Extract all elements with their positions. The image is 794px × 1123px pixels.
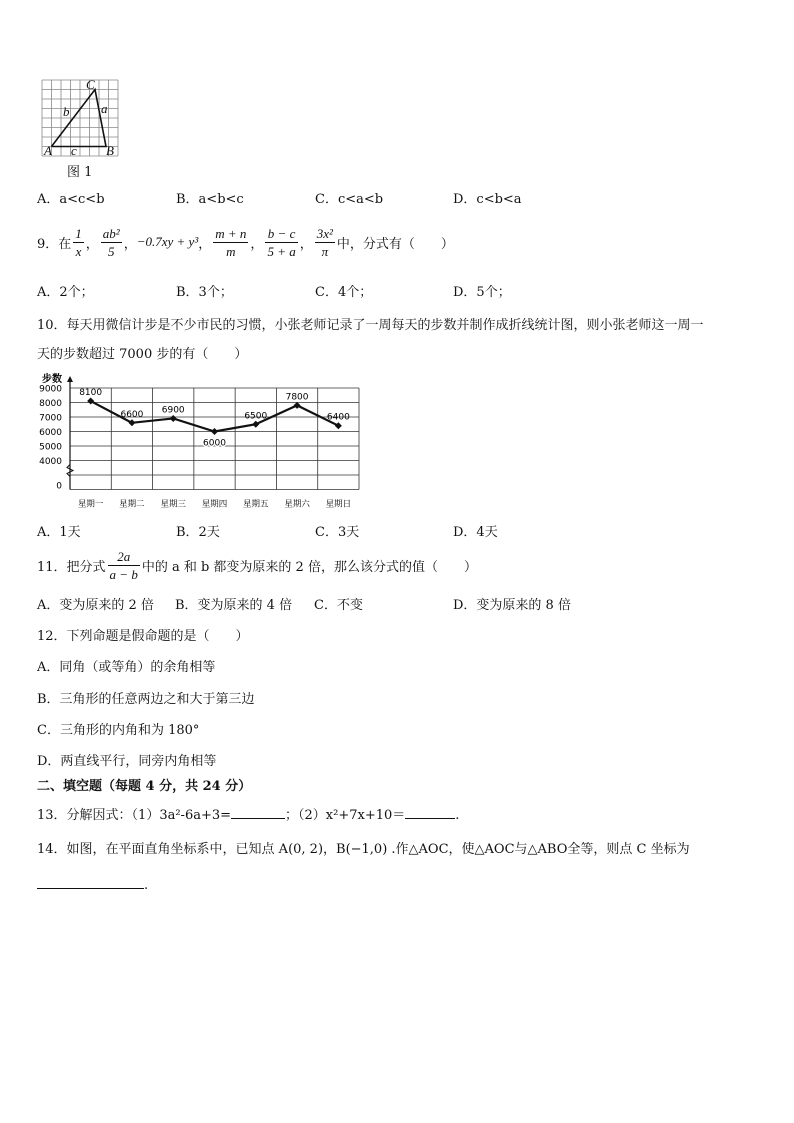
q9-stem: 9．在 $\frac{1}{x}$ ， $\frac{\text{ab²}}{5}$ ， −0.7xy + y³ ， $\frac{m + n}{m}$ ， $\frac{b - c}{5 + a}$ ， $\frac{\text{3x²}}{\pi}$ 中，分式有（ ） (37, 225, 454, 259)
x-tick-label: 星期日 (325, 499, 352, 510)
y-tick-label: 6000 (39, 428, 62, 438)
data-label: 6900 (161, 405, 185, 416)
q11-f-den: a − b (109, 566, 138, 582)
q11-option-d[interactable]: D．变为原来的 8 倍 (453, 598, 571, 613)
q9-f5-num: 3x² (316, 225, 333, 241)
q12-option-a[interactable]: A．同角（或等角）的余角相等 (37, 660, 216, 675)
q9-f3-num: m + n (215, 225, 247, 241)
q10-option-a[interactable]: A．1天 (37, 525, 81, 540)
data-label: 6500 (244, 411, 268, 422)
q8-option-b[interactable]: B．a<b<c (176, 192, 244, 207)
data-label: 6400 (326, 412, 350, 423)
figure-label-c: c (71, 143, 77, 158)
q11-suffix: 中的 a 和 b 都变为原来的 2 倍，那么该分式的值（ ） (141, 559, 477, 575)
data-point (252, 421, 259, 428)
y-tick-label: 9000 (39, 384, 62, 395)
y-tick-label: 7000 (39, 413, 62, 424)
q9-f1-den: x (75, 243, 82, 259)
y-tick-label: 5000 (39, 442, 62, 453)
q9-fraction-4 (265, 225, 297, 260)
q13-end: . (455, 808, 460, 823)
x-tick-label: 星期五 (243, 499, 269, 510)
q9-f3-den: m (226, 243, 236, 259)
q9-f5-den: π (321, 243, 329, 259)
q11-fraction (108, 548, 140, 583)
q8-option-a[interactable]: A．a<c<b (37, 192, 105, 207)
data-point (294, 402, 301, 409)
data-label: 7800 (285, 392, 309, 403)
q9-fraction-2 (101, 225, 122, 260)
q10-option-d[interactable]: D．4天 (453, 525, 498, 540)
x-tick-label: 星期六 (284, 499, 310, 510)
q8-option-d[interactable]: D．c<b<a (453, 192, 522, 207)
q13-part1: 13．分解因式：（1）3a²-6a+3= (37, 808, 232, 823)
q9-fraction-1 (73, 225, 84, 260)
q9-option-b[interactable]: B．3个； (176, 285, 233, 300)
figure-label-a: a (101, 101, 108, 116)
q12-option-c[interactable]: C．三角形的内角和为 180° (37, 723, 200, 738)
figure-caption: 图 1 (67, 165, 93, 180)
q13-separator: ；（2）x²+7x+10＝ (285, 808, 406, 823)
y-axis-arrow (67, 376, 73, 382)
q9-suffix: 中，分式有（ ） (336, 236, 454, 252)
x-tick-label: 星期一 (77, 499, 104, 510)
q9-option-c[interactable]: C．4个； (315, 285, 373, 300)
q11-option-b[interactable]: B．变为原来的 4 倍 (175, 598, 293, 613)
q14-blank[interactable] (37, 876, 144, 889)
q10-stem-line-1: 10．每天用微信计步是不少市民的习惯，小张老师记录了一周每天的步数并制作成折线统计图，则小张老师这一周一 (37, 318, 704, 333)
q9-f2-den: 5 (108, 243, 115, 259)
x-tick-label: 星期二 (119, 499, 145, 510)
q9-expression: −0.7xy + y³ (136, 234, 199, 249)
figure-label-A: A (44, 143, 52, 158)
figure-label-b: b (63, 104, 70, 119)
x-tick-label: 星期三 (160, 499, 186, 510)
q14-stem: 14．如图，在平面直角坐标系中，已知点 A(0, 2)，B(−1,0) .作△AOC，使△AOC与△ABO全等，则点 C 坐标为 (37, 842, 690, 857)
data-label: 6000 (203, 438, 226, 449)
q11-f-num: 2a (108, 548, 140, 566)
figure-label-C: C (86, 77, 95, 92)
q13-stem (37, 804, 459, 823)
q9-f2-num: ab² (102, 225, 120, 241)
step-count-line-chart (36, 370, 366, 510)
q10-option-b[interactable]: B．2天 (176, 525, 220, 540)
data-label: 6600 (120, 409, 144, 420)
q9-f4-den: 5 + a (267, 243, 296, 259)
q12-option-b[interactable]: B．三角形的任意两边之和大于第三边 (37, 692, 255, 707)
figure-label-B: B (106, 143, 114, 158)
q9-prefix: 9．在 (37, 236, 72, 252)
q13-blank-1[interactable] (231, 806, 285, 819)
q9-fraction-5 (315, 225, 335, 260)
q14-answer-line (37, 876, 148, 893)
q12-option-d[interactable]: D．两直线平行，同旁内角相等 (37, 754, 217, 769)
y-tick-label: 8000 (39, 399, 62, 409)
section-2-heading: 二、填空题（每题 4 分，共 24 分） (37, 779, 252, 794)
q8-option-c[interactable]: C．c<a<b (315, 192, 384, 207)
q9-option-d[interactable]: D．5个； (453, 285, 511, 300)
q9-f1-num: 1 (75, 225, 82, 241)
q9-option-a[interactable]: A．2个； (37, 285, 94, 300)
y-tick-label: 4000 (39, 457, 62, 467)
y-tick-label: 0 (56, 481, 62, 492)
q10-option-c[interactable]: C．3天 (315, 525, 360, 540)
y-axis-title: 步数 (42, 374, 62, 385)
q11-stem (37, 545, 477, 585)
q9-fraction-3 (213, 225, 248, 260)
data-point (335, 422, 342, 429)
data-label: 8100 (79, 388, 103, 399)
q13-blank-2[interactable] (405, 806, 455, 819)
x-tick-label: 星期四 (201, 499, 228, 510)
q11-option-c[interactable]: C．不变 (314, 598, 363, 613)
q14-end: . (144, 878, 149, 893)
data-point (211, 428, 218, 435)
q11-prefix: 11．把分式 (37, 559, 106, 575)
q9-f4-num: b − c (265, 225, 297, 243)
data-point (170, 415, 177, 422)
q12-stem: 12．下列命题是假命题的是（ ） (37, 629, 249, 644)
q11-option-a[interactable]: A．变为原来的 2 倍 (37, 598, 154, 613)
q10-stem-line-2: 天的步数超过 7000 步的有（ ） (37, 347, 248, 362)
